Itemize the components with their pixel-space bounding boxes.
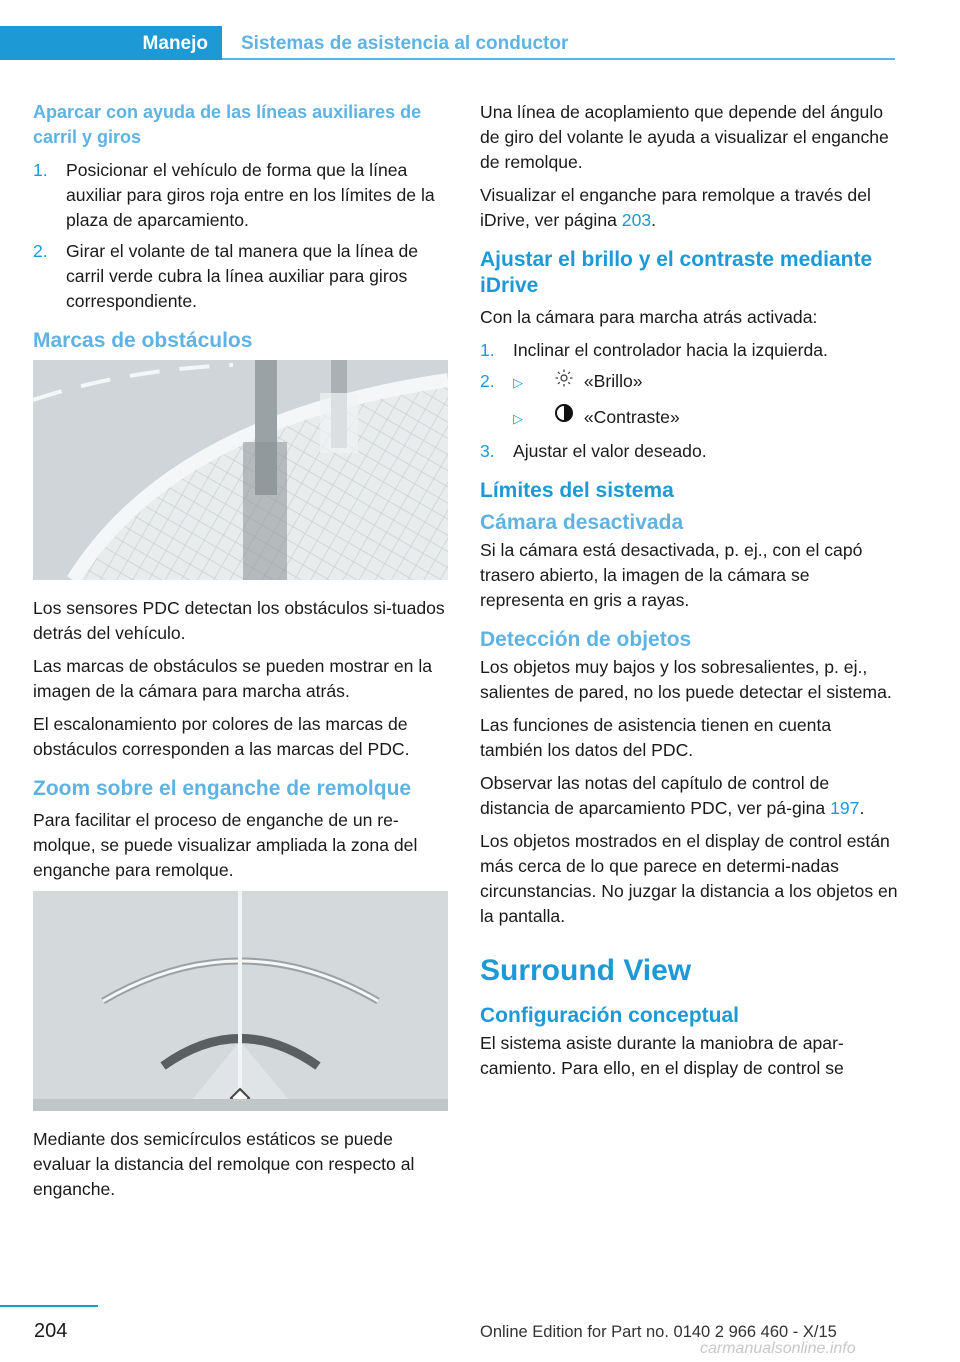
page-link-197[interactable]: 197 xyxy=(830,798,860,818)
para-camera-off: Si la cámara está desactivada, p. ej., con el capó trasero abierto, la imagen de la cámara se representa en gris a rayas. xyxy=(480,540,863,610)
para-pdc-sensors: Los sensores PDC detectan los obstáculos si-tuados detrás del vehículo. xyxy=(33,598,445,643)
steps-list xyxy=(33,158,451,314)
brightness-steps xyxy=(480,338,898,464)
para-coupling-line: Una línea de acoplamiento que depende del ángulo de giro del volante le ayuda a visualizar el enganche de remolque. xyxy=(480,102,889,172)
watermark: carmanualsonline.info xyxy=(700,1340,856,1357)
header-section-title: Sistemas de asistencia al conductor xyxy=(241,33,569,54)
para-idrive-hitch: Visualizar el enganche para remolque a través del iDrive, ver página 203. xyxy=(480,185,871,230)
para-pdc-notes: Observar las notas del capítulo de control de distancia de aparcamiento PDC, ver pá-gina 197. xyxy=(480,773,865,818)
page-number-rule xyxy=(0,1305,98,1307)
triangle-bullet-icon: ▷ xyxy=(513,375,523,390)
subsection-object-detection: Detección de objetos xyxy=(480,628,692,651)
section-system-limits: Límites del sistema xyxy=(480,479,674,502)
list-item: ▷ «Brillo» xyxy=(513,369,898,395)
para-obstacle-marks: Las marcas de obstáculos se pueden mostrar en la imagen de la cámara para marcha atrás. xyxy=(33,656,433,701)
subheading-lane-lines: Aparcar con ayuda de las líneas auxiliares de carril y giros xyxy=(33,102,422,147)
para-trailer-zoom: Para facilitar el proceso de enganche de un re-molque, se puede visualizar ampliada la zona del enganche para remolque. xyxy=(33,810,418,880)
page-number: 204 xyxy=(34,1320,68,1342)
para-color-scale: El escalonamiento por colores de las marcas de obstáculos corresponden a las marcas del PDC. xyxy=(33,714,410,759)
para-low-objects: Los objetos muy bajos y los sobresalientes, p. ej., salientes de pared, no los puede detectar el sistema. xyxy=(480,657,892,702)
list-item: 1. Posicionar el vehículo de forma que la línea auxiliar para giros roja entre en los límites de la plaza de aparcamiento. xyxy=(33,160,435,230)
brightness-substeps xyxy=(513,369,898,431)
section-obstacle-marks: Marcas de obstáculos xyxy=(33,329,253,352)
para-brightness-intro: Con la cámara para marcha atrás activada: xyxy=(480,307,818,327)
triangle-bullet-icon: ▷ xyxy=(513,411,523,426)
section-trailer-zoom: Zoom sobre el enganche de remolque xyxy=(33,777,412,800)
header-chapter-label: Manejo xyxy=(142,33,208,54)
chapter-surround-view: Surround View xyxy=(480,954,692,987)
page-link-203[interactable]: 203 xyxy=(621,210,652,230)
list-item: 2. ▷ «Brillo» ▷ «Contraste» xyxy=(480,369,898,431)
trailer-hitch-zoom-image xyxy=(33,891,448,1111)
section-brightness-contrast: Ajustar el brillo y el contraste mediante iDrive xyxy=(480,248,873,297)
subsection-concept: Configuración conceptual xyxy=(480,1004,740,1027)
obstacle-marks-image xyxy=(33,360,448,580)
list-item: 3. Ajustar el valor deseado. xyxy=(480,441,707,461)
header-chapter-tab xyxy=(0,26,222,60)
right-column xyxy=(480,100,898,1089)
contrast-icon xyxy=(549,403,579,430)
header-rule xyxy=(222,58,895,60)
para-semicircles: Mediante dos semicírculos estáticos se puede evaluar la distancia del remolque con respecto al enganche. xyxy=(33,1129,415,1199)
list-item: 2. Girar el volante de tal manera que la línea de carril verde cubra la línea auxiliar para giros correspondiente. xyxy=(33,241,419,311)
subsection-camera-off: Cámara desactivada xyxy=(480,511,684,534)
list-item: ▷ «Contraste» xyxy=(513,403,898,431)
list-item: 1. Inclinar el controlador hacia la izquierda. xyxy=(480,340,828,360)
footer-edition: Online Edition for Part no. 0140 2 966 460 - X/15 xyxy=(480,1323,837,1341)
para-pdc-data: Las funciones de asistencia tienen en cuenta también los datos del PDC. xyxy=(480,715,832,760)
para-concept: El sistema asiste durante la maniobra de apar-camiento. Para ello, en el display de control se xyxy=(480,1033,844,1078)
sun-icon xyxy=(549,369,579,394)
left-column xyxy=(33,100,451,1210)
para-objects-closer: Los objetos mostrados en el display de control están más cerca de lo que parece en determi-nadas circunstancias. No juzgar la distancia a los objetos en la pantalla. xyxy=(480,831,898,926)
